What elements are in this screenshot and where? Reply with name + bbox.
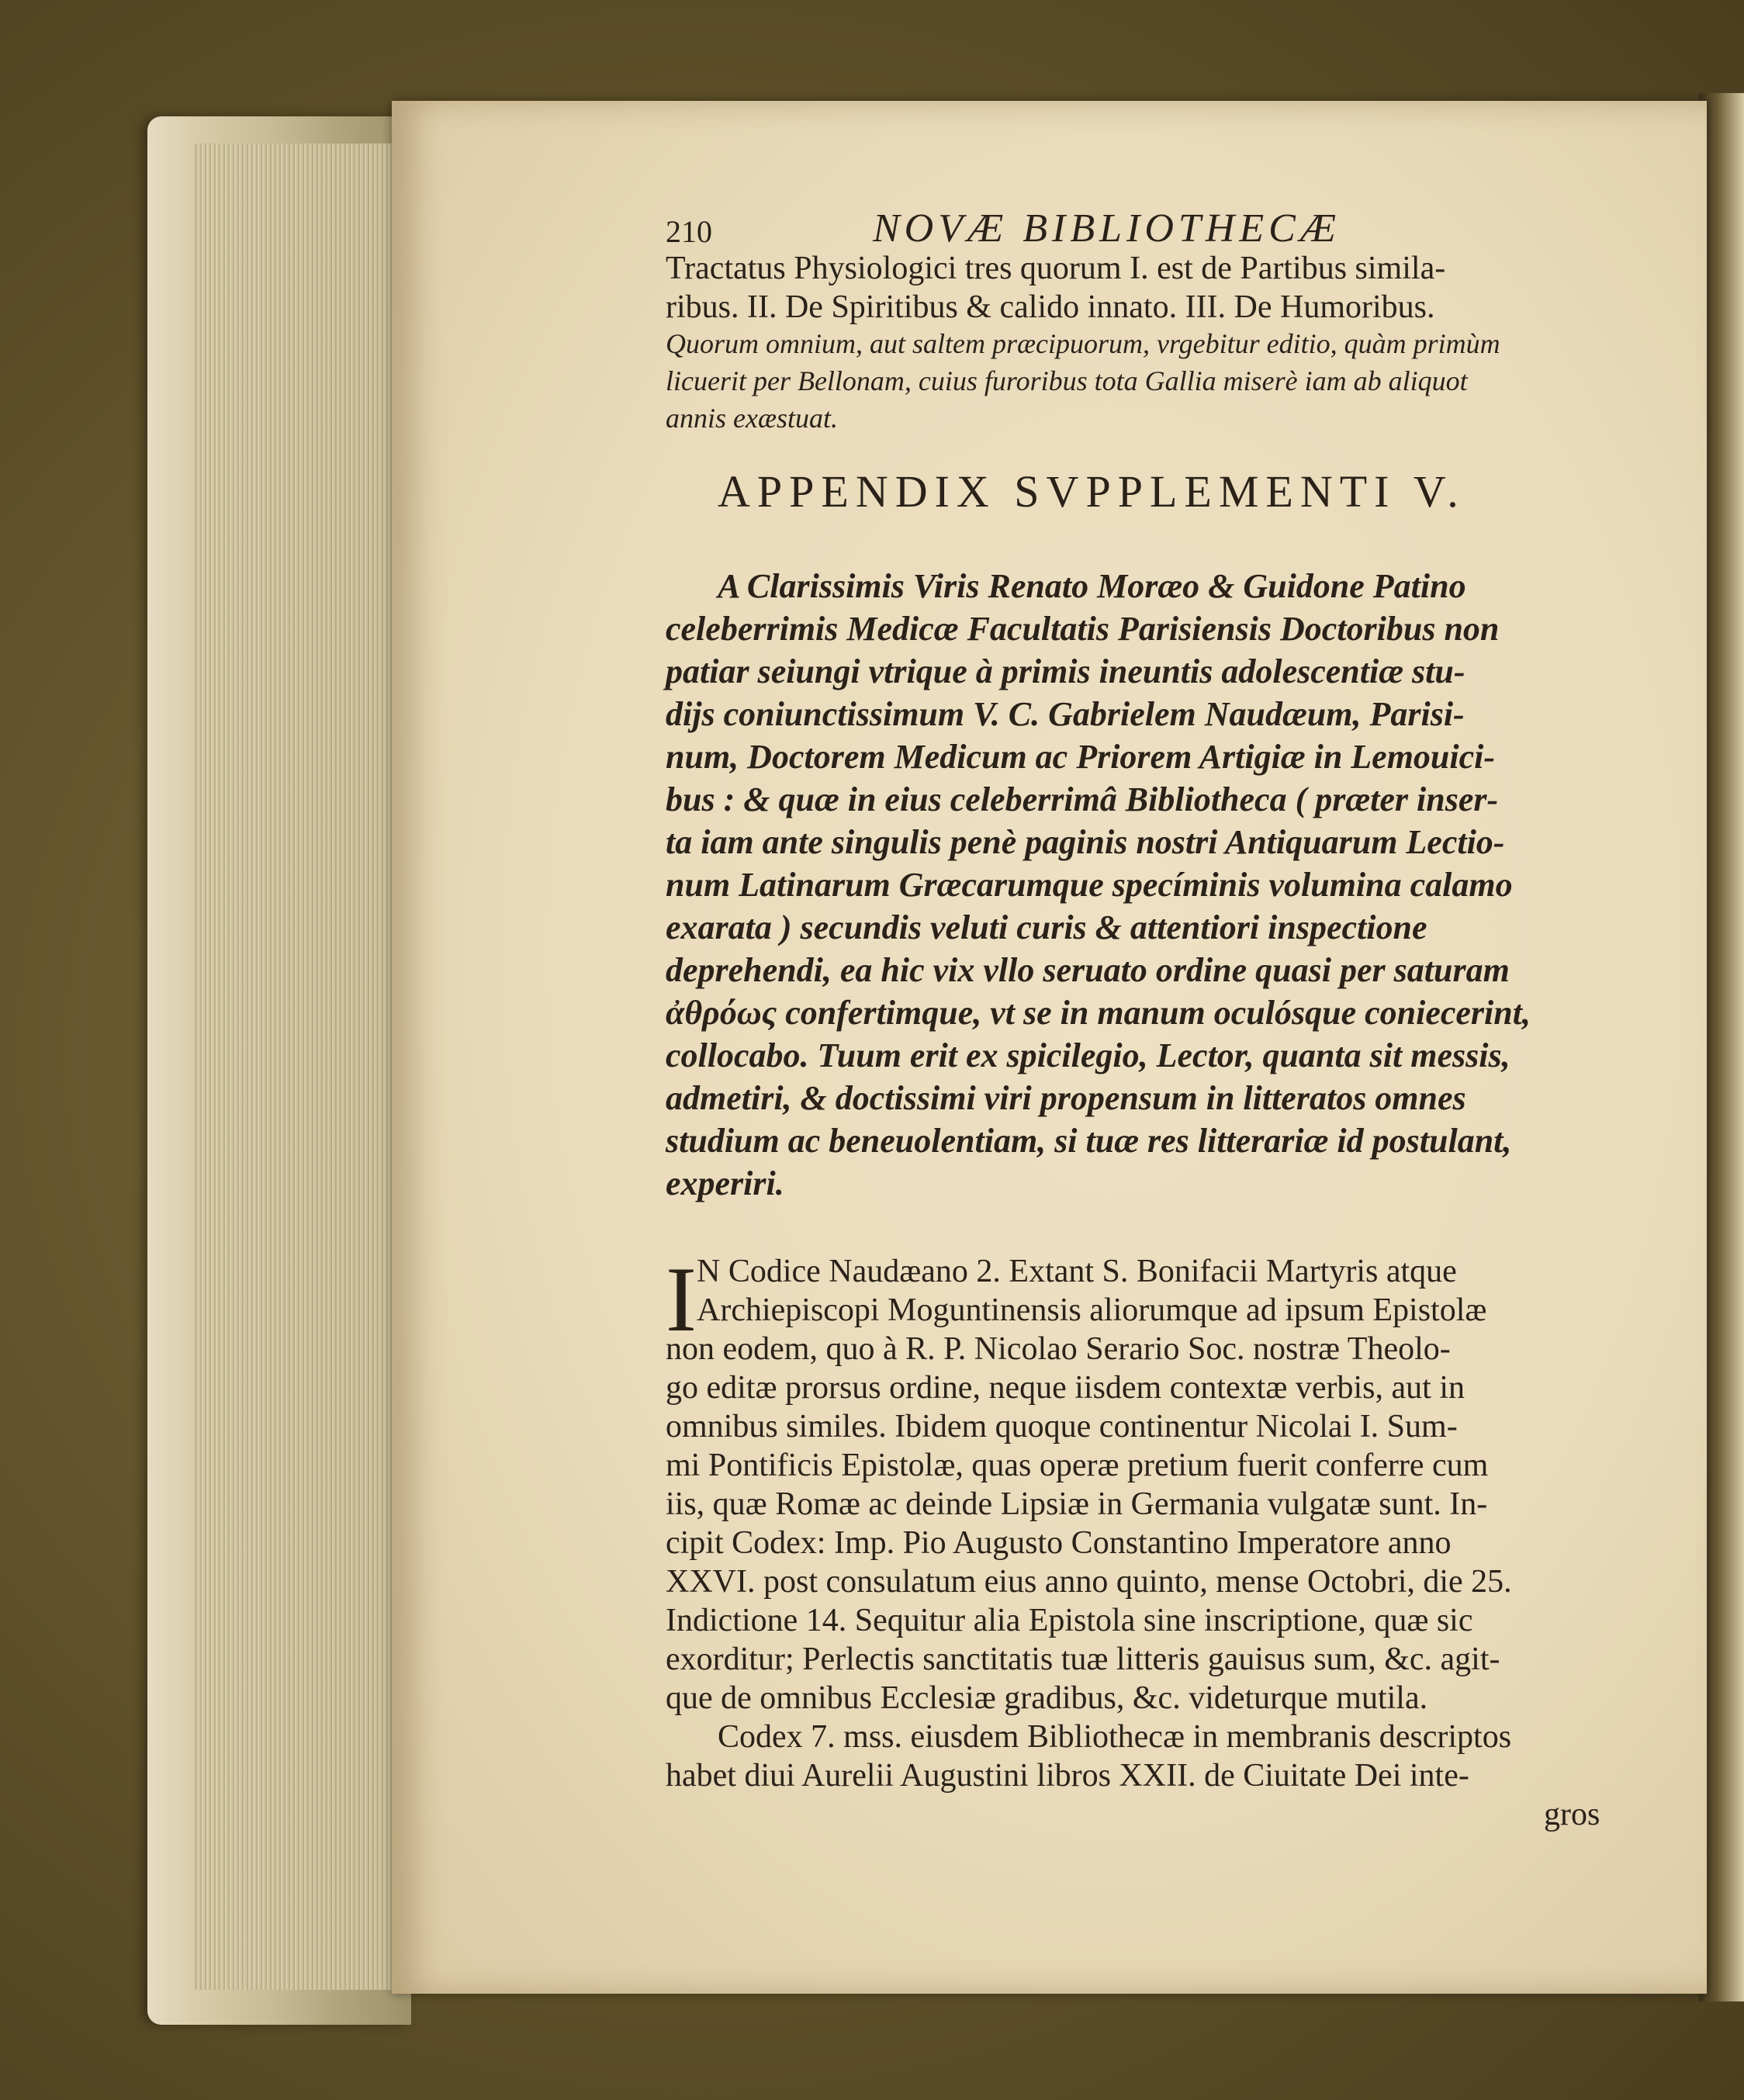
body-line: go editæ prorsus ordine, neque iisdem contextæ verbis, aut in [666,1370,1465,1406]
intro-line: exarata ) secundis veluti curis & attentiori inspectione [666,908,1427,946]
intro-line: collocabo. Tuum erit ex spicilegio, Lector, quanta sit messis, [666,1036,1510,1074]
body-line: non eodem, quo à R. P. Nicolao Serario Soc. nostræ Theolo- [666,1331,1451,1367]
intro-line: celeberrimis Medicæ Facultatis Parisiensis Doctoribus non [666,610,1500,648]
body-line: N Codice Naudæano 2. Extant S. Bonifacii Martyris atque [697,1254,1457,1289]
body-line: XXVI. post consulatum eius anno quinto, mense Octobri, die 25. [666,1564,1512,1600]
intro-line: num Latinarum Græcarumque specíminis volumina calamo [666,866,1513,904]
page-edges [194,144,396,1990]
body-line: Archiepiscopi Moguntinensis aliorumque ad ipsum Epistolæ [697,1292,1487,1328]
catchword: gros [1544,1797,1600,1832]
intro-line: deprehendi, ea hic vix vllo seruato ordine quasi per saturam [666,951,1510,989]
body-line: omnibus similes. Ibidem quoque continentur Nicolai I. Sum- [666,1409,1458,1444]
text-line: Quorum omnium, aut saltem præcipuorum, vrgebitur editio, quàm primùm [666,328,1500,359]
text-line: licuerit per Bellonam, cuius furoribus tota Gallia miserè iam ab aliquot [666,365,1468,396]
body-line: exorditur; Perlectis sanctitatis tuæ litteris gauisus sum, &c. agit- [666,1642,1500,1677]
intro-line: dijs coniunctissimum V. C. Gabrielem Naudæum, Parisi- [666,695,1465,733]
intro-line: experiri. [666,1164,784,1202]
intro-line: A Clarissimis Viris Renato Moræo & Guidone Patino [718,567,1466,605]
body-line: Indictione 14. Sequitur alia Epistola sine inscriptione, quæ sic [666,1603,1473,1638]
running-head-title: NOVÆ BIBLIOTHECÆ [873,206,1341,251]
section-heading: APPENDIX SVPPLEMENTI V. [718,466,1465,517]
intro-line: ἀθρόως confertimque, vt se in manum oculósque coniecerint, [666,994,1531,1032]
intro-line: num, Doctorem Medicum ac Priorem Artigiæ in Lemouici- [666,738,1496,776]
intro-line: studium ac beneuolentiam, si tuæ res litterariæ id postulant, [666,1122,1512,1160]
body-line: mi Pontificis Epistolæ, quas operæ pretium fuerit conferre cum [666,1448,1489,1483]
body-line: que de omnibus Ecclesiæ gradibus, &c. videturque mutila. [666,1680,1428,1716]
intro-line: bus : & quæ in eius celeberrimâ Bibliotheca ( præter inser- [666,780,1499,818]
intro-line: admetiri, & doctissimi viri propensum in litteratos omnes [666,1079,1466,1117]
text-line: Tractatus Physiologici tres quorum I. est de Partibus simila- [666,251,1446,286]
body-line: cipit Codex: Imp. Pio Augusto Constantino Imperatore anno [666,1525,1452,1561]
intro-line: ta iam ante singulis penè paginis nostri Antiquarum Lectio- [666,823,1505,861]
body-line: habet diui Aurelii Augustini libros XXII. de Ciuitate Dei inte- [666,1758,1469,1794]
intro-line: patiar seiungi vtrique à primis ineuntis adolescentiæ stu- [666,652,1465,690]
drop-cap: I [666,1247,697,1351]
text-line: ribus. II. De Spiritibus & calido innato. III. De Humoribus. [666,289,1435,325]
body-line: iis, quæ Romæ ac deinde Lipsiæ in Germania vulgatæ sunt. In- [666,1486,1488,1522]
body-line: Codex 7. mss. eiusdem Bibliothecæ in membranis descriptos [718,1719,1512,1755]
text-line: annis exæstuat. [666,403,838,434]
page-number: 210 [666,214,712,249]
